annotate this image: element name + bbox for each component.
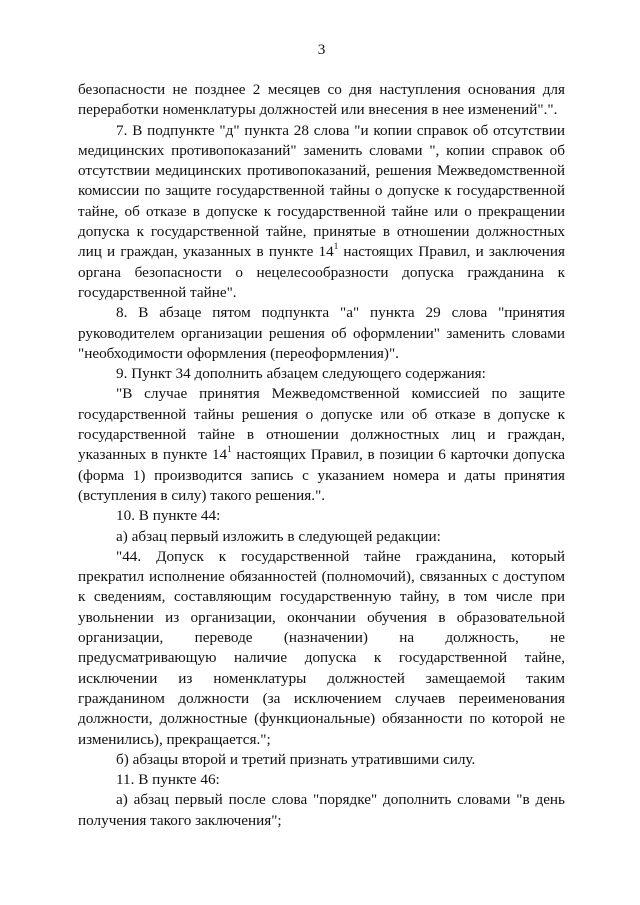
- paragraph-item-10: [78, 506, 565, 526]
- paragraph-text: "44. Допуск к государственной тайне гражданина, который прекратил исполнение обязанностей (полномочий), связанных с доступом к сведениям, составляющим государственную тайну, в том числе при увольнении из организации, окончании обучения в образовательной организации, переводе (назначении) на должность, не предусматривающую наличие допуска к государственной тайне, исключении из номенклатуры должностей замещаемой таким гражданином должности (за исключением случаев переименования должности, должностные (функциональные) обязанности по которой не изменились), прекращается.";: [78, 547, 565, 748]
- paragraph-p1: [78, 80, 565, 121]
- paragraph-text: настоящих Правил, и заключения органа безопасности о нецелесообразности допуска гражданина к государственной тайне".: [78, 243, 565, 301]
- paragraph-text: безопасности не позднее 2 месяцев со дня наступления основания для переработки номенклатуры должностей или внесения в нее изменений".".: [78, 81, 565, 119]
- paragraph-text: а) абзац первый изложить в следующей редакции:: [116, 527, 441, 545]
- paragraph-text: "В случае принятия Межведомственной комиссией по защите государственной тайны решения о допуске или об отказе в допуске к государственной тайне в отношении должностных лиц и граждан, указанных в пункте 14: [78, 385, 565, 464]
- paragraph-text: а) абзац первый после слова "порядке" дополнить словами "в день получения такого заключения";: [78, 791, 565, 829]
- paragraph-text: 7. В подпункте "д" пункта 28 слова "и копии справок об отсутствии медицинских противопоказаний" заменить словами ", копии справок об отсутствии медицинских противопоказаний, решения Межведомственной комиссии по защите государственной тайны о допуске к государственной тайне, об отказе в допуске к государственной тайне или о прекращении допуска к государственной тайне, принятые в отношении должностных лиц и граждан, указанных в пункте 14: [78, 121, 565, 261]
- paragraph-subitem-a-46: [78, 790, 565, 831]
- paragraph-subitem-a: [78, 527, 565, 547]
- paragraph-item-7: [78, 121, 565, 304]
- superscript: 1: [227, 444, 232, 455]
- paragraph-text: б) абзацы второй и третий признать утратившими силу.: [116, 750, 476, 768]
- document-page: [78, 40, 565, 831]
- page-number: 3: [317, 41, 326, 58]
- superscript: 1: [333, 241, 339, 252]
- paragraph-text: 11. В пункте 46:: [116, 771, 220, 789]
- paragraph-text: 8. В абзаце пятом подпункта "а" пункта 29 слова "принятия руководителем организации решения об оформлении" заменить словами "необходимости оформления (переоформления)".: [78, 304, 565, 362]
- paragraph-item-11: [78, 770, 565, 790]
- paragraph-text: настоящих Правил, в позиции 6 карточки допуска (форма 1) производится запись с указанием номера и даты принятия (вступления в силу) такого решения.".: [78, 446, 565, 504]
- paragraph-text: 10. В пункте 44:: [116, 507, 221, 525]
- paragraph-text: 9. Пункт 34 дополнить абзацем следующего содержания:: [116, 365, 486, 383]
- paragraph-quote-34: [78, 384, 565, 506]
- paragraph-item-9: [78, 364, 565, 384]
- paragraph-subitem-b: [78, 750, 565, 770]
- paragraph-item-8: [78, 303, 565, 364]
- paragraph-quote-44: [78, 547, 565, 750]
